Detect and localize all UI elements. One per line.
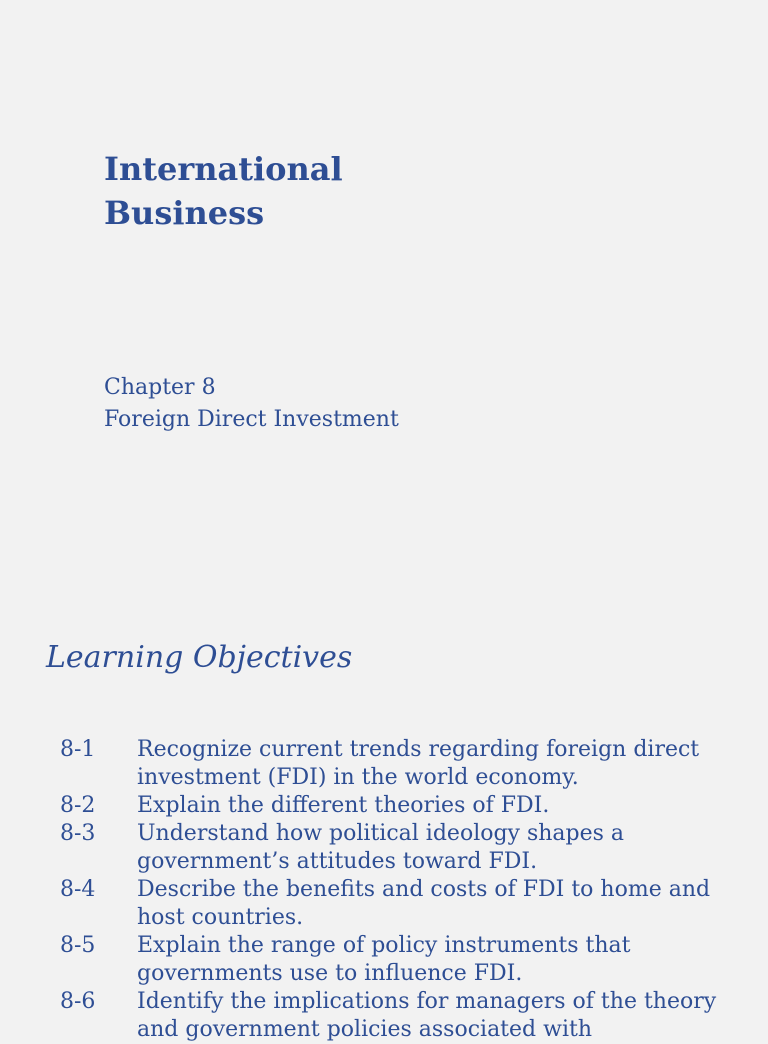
objective-text: Explain the different theories of FDI. [137,793,550,818]
objective-number: 8-2 [60,793,96,818]
objective-item [60,820,740,876]
book-title-line-1: International [104,150,343,188]
objective-item [60,736,740,792]
objective-number: 8-1 [60,737,96,762]
objective-number: 8-6 [60,989,96,1014]
objective-text: Explain the range of policy instruments that governments use to influence FDI. [137,933,631,986]
objective-number: 8-4 [60,877,96,902]
book-title-line-2: Business [104,194,265,232]
learning-objectives-list [60,736,740,1044]
objective-text: Recognize current trends regarding foreign direct investment (FDI) in the world economy. [137,737,700,790]
objective-item [60,932,740,988]
book-title [104,147,343,235]
objective-item [60,988,740,1044]
objective-number: 8-3 [60,821,96,846]
chapter-heading [104,372,399,436]
objective-item [60,876,740,932]
objective-number: 8-5 [60,933,96,958]
objective-text: Understand how political ideology shapes a government’s attitudes toward FDI. [137,821,625,874]
chapter-number: Chapter 8 [104,375,216,400]
objective-item [60,792,740,820]
chapter-name: Foreign Direct Investment [104,407,399,432]
learning-objectives-heading: Learning Objectives [46,640,353,675]
objective-text: Identify the implications for managers of the theory and government policies associated with [137,989,717,1042]
objective-text: Describe the benefits and costs of FDI to home and host countries. [137,877,711,930]
